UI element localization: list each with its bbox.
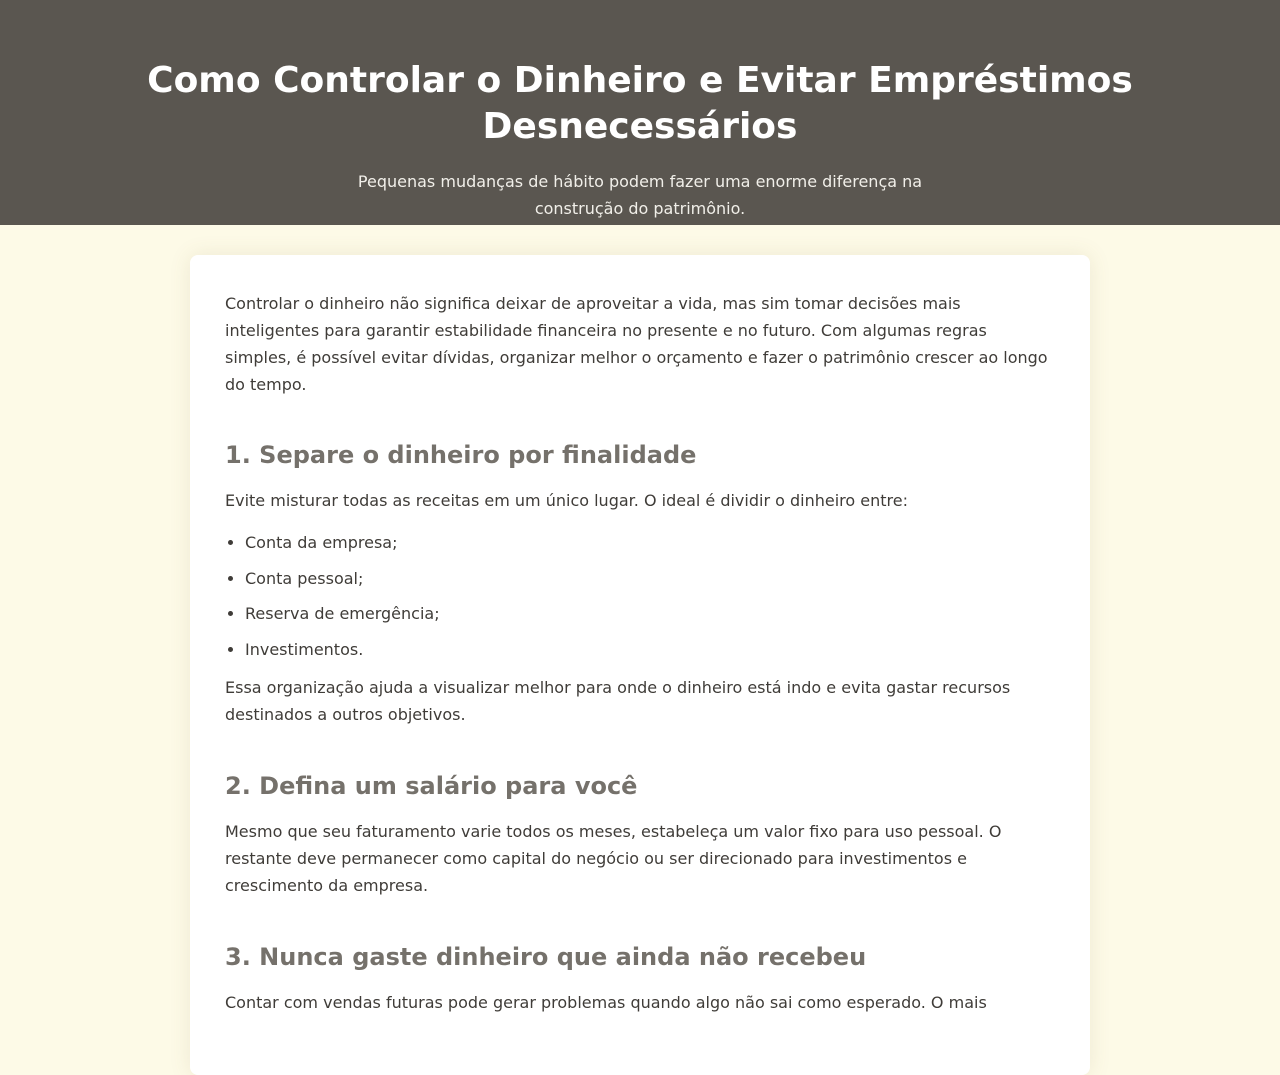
section-heading-1: 1. Separe o dinheiro por finalidade <box>225 441 697 469</box>
list-item: • Investimentos. <box>245 636 1055 663</box>
section-heading-3: 3. Nunca gaste dinheiro que ainda não recebeu <box>225 942 867 971</box>
list-item: • Conta pessoal; <box>245 565 1055 592</box>
article-card <box>190 255 1090 1075</box>
section-1-lead: Evite misturar todas as receitas em um único lugar. O ideal é dividir o dinheiro entre: <box>225 491 908 510</box>
page-title: Como Controlar o Dinheiro e Evitar Empréstimos Desnecessários <box>147 60 1133 147</box>
article-intro: Controlar o dinheiro não significa deixar de aproveitar a vida, mas sim tomar decisões mais inteligentes para garantir estabilidade financeira no presente e no futuro. Com algumas regras simples, é possível evitar dívidas, organizar melhor o orçamento e fazer o patrimônio crescer ao longo do tempo. <box>225 294 1048 394</box>
section-2-body: Mesmo que seu faturamento varie todos os meses, estabeleça um valor fixo para uso pessoal. O restante deve permanecer como capital do negócio ou ser direcionado para investimentos e crescimento da empresa. <box>225 821 1002 895</box>
page-header <box>0 0 1280 225</box>
list-item: • Reserva de emergência; <box>245 600 1055 627</box>
list-item: • Conta da empresa; <box>245 529 1055 556</box>
page-subtitle: Pequenas mudanças de hábito podem fazer uma enorme diferença na construção do patrimônio. <box>357 172 923 218</box>
section-1-list <box>225 529 1055 663</box>
section-heading-2: 2. Defina um salário para você <box>225 771 638 800</box>
section-1-after: Essa organização ajuda a visualizar melhor para onde o dinheiro está indo e evita gastar recursos destinados a outros objetivos. <box>225 677 1011 724</box>
section-3-body: Contar com vendas futuras pode gerar problemas quando algo não sai como esperado. O mais <box>225 992 987 1012</box>
